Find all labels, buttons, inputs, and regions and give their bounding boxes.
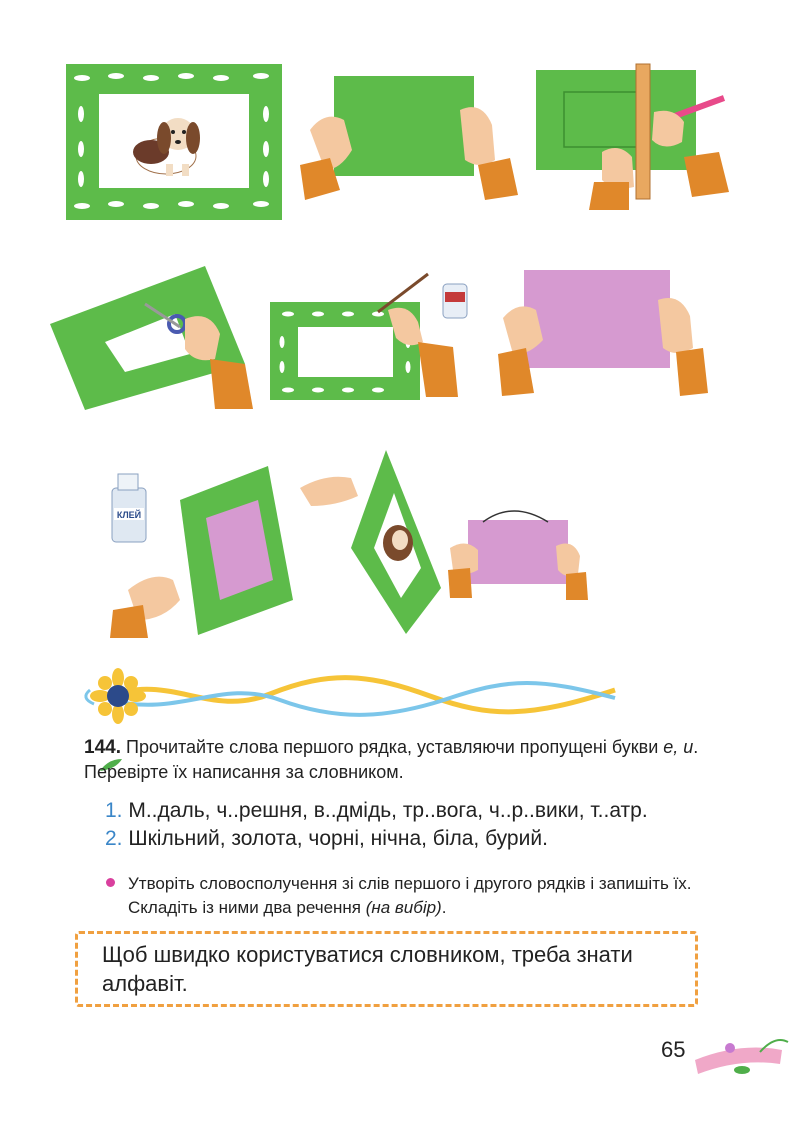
rule-text: Щоб швидко користуватися словником, треба знати алфавіт. — [102, 942, 633, 996]
bullet-dot-icon — [106, 878, 115, 887]
bullet-task-end: . — [441, 898, 447, 917]
page-number: 65 — [661, 1037, 686, 1062]
bullet-task — [128, 872, 708, 920]
word-line-1 — [105, 799, 648, 823]
hands-holding-pink-sheet-illustration — [498, 268, 708, 398]
sunflower-ribbon-divider — [70, 668, 620, 724]
word-line-2-number: 2. — [105, 827, 123, 850]
sunflower-icon — [90, 668, 146, 724]
instruction-text-2: . Перевірте їх написання за словником. — [84, 737, 699, 782]
instruction-letters: е, и — [663, 737, 694, 757]
assembling-frame-with-glue-illustration — [108, 460, 298, 638]
gluing-frame-with-brush-illustration — [268, 272, 493, 402]
glue-label: КЛЕЙ — [116, 510, 142, 520]
word-line-2 — [105, 827, 548, 851]
hanging-cord-attached-illustration — [448, 508, 588, 600]
finished-photo-frame-illustration — [66, 64, 282, 220]
word-line-2-text: Шкільний, золота, чорні, нічна, біла, бурий. — [128, 827, 548, 850]
word-line-1-number: 1. — [105, 799, 123, 822]
drawing-frame-with-ruler-illustration — [534, 62, 734, 210]
scroll-flower-decoration-icon — [690, 1030, 790, 1082]
bullet-task-text: Утворіть словосполучення зі слів першого і другого рядків і запишіть їх. Складіть із ними два речення — [128, 874, 692, 917]
exercise-number: 144. — [84, 737, 121, 758]
instruction-text-1: Прочитайте слова першого рядка, уставляючи пропущені букви — [126, 737, 664, 757]
bullet-task-choice: (на вибір) — [365, 898, 442, 917]
hands-holding-green-sheet-illustration — [300, 70, 525, 220]
exercise-instruction — [84, 735, 699, 785]
word-line-1-text: М..даль, ч..решня, в..дмідь, тр..вога, ч..р..вики, т..атр. — [128, 799, 648, 822]
cutting-with-scissors-illustration — [45, 264, 260, 412]
standing-frame-with-photo-illustration — [296, 448, 446, 636]
